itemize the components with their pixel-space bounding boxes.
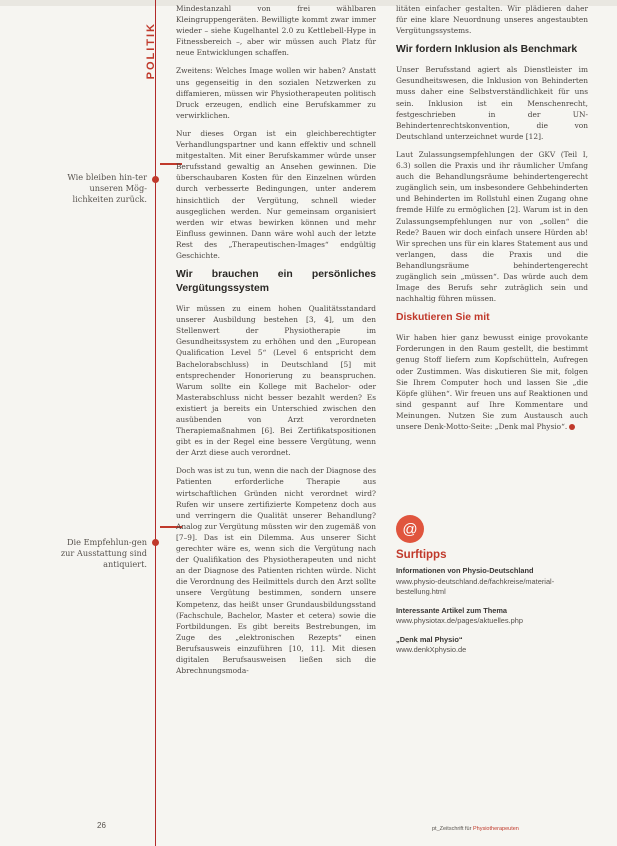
- paragraph: Nur dieses Organ ist ein gleichberechtigter Verhandlungspartner und kann effektiv und schnell mitgestalten. Mit einer Berufskammer würde unser Berufsstand gewaltig an Ansehen gewinnen. Die überschaubaren Kosten für den Einzelnen würden durch verbesserte Bedingungen, unter anderem hinsichtlich der Vergütung, schnell wieder ausgeglichen werden. Nur gemeinsam organisiert werden wir etwas bewirken können und mehr Einfluss gewinnen. Dann wäre wohl auch der letzte Rest des „Therapeutischen-Images“ endgültig Geschichte.: [176, 128, 376, 260]
- surftipps-title: Surftipps: [396, 549, 447, 561]
- surftipp-item: [396, 606, 588, 627]
- paragraph: Zweitens: Welches Image wollen wir haben? Anstatt uns gegenseitig in den sozialen Netzwerken zu diffamieren, müssen wir Physiotherapeuten politisch Druck erzeugen, endlich eine Berufskammer zu verwirklichen.: [176, 66, 376, 120]
- paragraph: [396, 332, 588, 432]
- paragraph: Doch was ist zu tun, wenn die nach der Diagnose des Patienten erforderliche Therapie aus wirtschaftlichen Gründen nicht verordnet wird? Rufen wir unsere zertifizierte Kompetenz doch aus und verringern die Qualität unserer Behandlung? Analog zur Vergütung müssten wir den zugemäß von [7–9]. Das ist ein Dilemma. Aus unserer Sicht gerechter wäre es, wenn sich die Vergütung nach der Qualifikation des Physiotherapeuten und nicht an der Diagnose des Patienten richten würde. Nicht die Verordnung des Heilmittels durch den Arzt sollte unsere Vergütung bestimmen, sondern unsere Kompetenz, das heißt unser Grundausbildungsstand (Fachschule, Bachelor, Master et cetera) sowie die Fortbildungen. Es gibt bereits Bestrebungen, im Zuge des „elektronischen Rezepts“ einen Berufsausweis einzuführen [10, 11]. Mit diesen digitalen Berufsausweisen ließen sich die Abrechnungsmoda-: [176, 466, 377, 676]
- paragraph: Wir müssen zu einem hohen Qualitätsstandard unserer Ausbildung bestehen [3, 4], um den Stellenwert der Physiotherapie im Gesundheitssystem zu erhöhen und den „European Qualification Level 5“ (Level 6 entspricht dem Bachelorabschluss) in Deutschland [5] mit entsprechender Honorierung zu beanspruchen. Warum sollte ein Kollege mit Bachelor- oder Masterabschluss nicht besser bezahlt werden? Es existiert ja bereits ein Unterschied zwischen den ausübenden von Arzt verordneten Therapiemaßnahmen [6]. Bei Zertifikatspositionen gibt es in der Regel eine bessere Vergütung, wenn der Arzt diese auch verordnet.: [176, 304, 376, 458]
- tip-title: „Denk mal Physio“: [396, 634, 463, 644]
- note-marker: [152, 539, 159, 546]
- page-number: 26: [97, 821, 106, 830]
- journal-footer: [432, 826, 519, 832]
- surftipp-item: [396, 566, 588, 598]
- surftipp-item: [396, 635, 588, 656]
- margin-note: Die Empfehlun-gen zur Ausstattung sind antiquiert.: [60, 537, 147, 569]
- discussion-text: Wir haben hier ganz bewusst einige provokante Forderungen in den Raum gestellt, die bestimmt genug Stoff liefern zum Kopfschütteln, Aufregen oder Zustimmen. Was diskutieren Sie mit, folgen Sie Ihrem Computer hoch und lassen Sie „die Köpfe glühen“. Wir freuen uns auf Reaktionen und sind gespannt auf Ihre Kommentare und Meinungen. Nutzen Sie zum Austausch auch unsere Denk-Motto-Seite: „Denk mal Physio“.: [396, 333, 588, 431]
- end-mark: [569, 424, 575, 430]
- paragraph: Unser Berufsstand agiert als Dienstleister im Gesundheitswesen, die Inklusion von Behinderten muss daher eine Selbstverständlichkeit für uns sein. Inklusion ist ein Menschenrecht, festgeschrieben in der UN-Behindertenrechtskonvention, die von Deutschland unterzeichnet wurde [12].: [396, 65, 588, 141]
- journal-name: pt_Zeitschrift für: [432, 826, 472, 832]
- tip-title: Informationen von Physio-Deutschland: [396, 566, 534, 575]
- margin-rule: [155, 0, 156, 846]
- journal-brand: Physiotherapeuten: [472, 826, 519, 832]
- at-icon: @: [396, 515, 424, 543]
- paragraph: litäten einfacher gestalten. Wir plädieren daher für eine klare Neuordnung unseres angestaubten Vergütungssystems.: [396, 4, 588, 36]
- paragraph: Laut Zulassungsempfehlungen der GKV (Teil I, 6.3) sollen die Praxis und ihr räumlicher Umfang auch die Behandlungsräume behindertengerecht zugänglich sein, um insbesondere Gehbehinderten und Behinderten im Rollstuhl einen Zugang ohne fremde Hilfe zu ermöglichen [2]. Warum ist in den Zulassungsempfehlungen nur von „sollen“ die Rede? Bauen wir doch einfach unsere Hürden ab! Wir sprechen uns für ein klares Statement aus und verlangen, dass die Praxis und die Behandlungsräume behindertengerecht zugänglich sein „müssen“. Das würde auch dem Image des Berufs sehr zuträglich sein und nachhaltig führen müssen.: [396, 149, 588, 304]
- discussion-heading: Diskutieren Sie mit: [396, 312, 490, 324]
- section-tag: POLITIK: [145, 22, 157, 80]
- tip-title: Interessante Artikel zum Thema: [396, 605, 508, 615]
- surftipps-box: [396, 515, 588, 664]
- section-heading: Wir brauchen ein persönliches Vergütungssystem: [176, 269, 376, 295]
- article-column-2: [396, 3, 588, 439]
- tip-link[interactable]: www.denkXphysio.de: [396, 645, 467, 654]
- note-marker: [152, 176, 159, 183]
- tip-link[interactable]: www.physiotax.de/pages/aktuelles.php: [396, 616, 523, 625]
- section-heading: Wir fordern Inklusion als Benchmark: [396, 44, 578, 56]
- tip-link[interactable]: www.physio-deutschland.de/fachkreise/material-bestellung.html: [396, 576, 555, 596]
- margin-note: Wie bleiben hin-ter unseren Mög-lichkeiten zurück.: [67, 172, 147, 204]
- paragraph: Mindestanzahl von frei wählbaren Kleingruppengeräten. Bewilligte kommt zwar immer wieder – siehe Kugelhantel 2.0 zu Kettlebell-Hype in Fitnessbereich –, aber wir müssen auch Platz für neue Entwicklungen schaffen.: [176, 4, 376, 58]
- article-column-1: [176, 3, 376, 683]
